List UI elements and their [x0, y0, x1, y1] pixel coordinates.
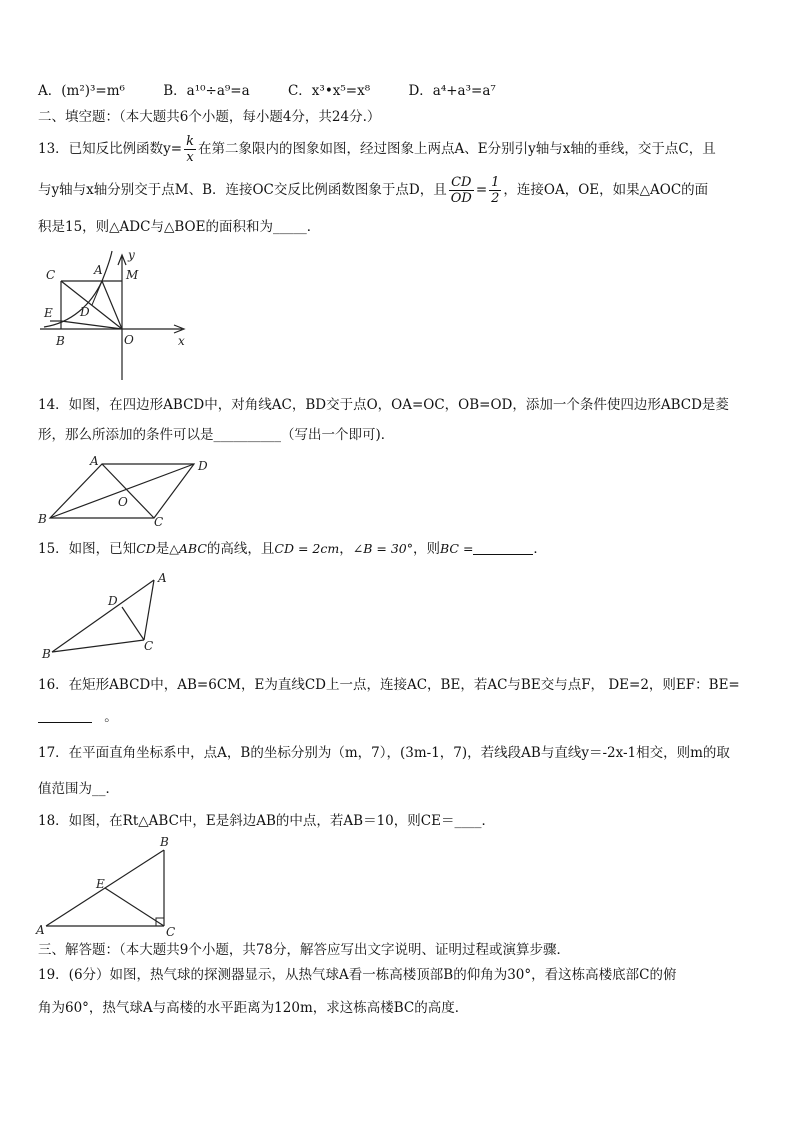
q13-label-e: E — [44, 306, 53, 320]
fraction-denominator: x — [186, 150, 194, 165]
q13-label-o: O — [124, 333, 134, 347]
q13-text: 13．已知反比例函数y= — [38, 141, 183, 157]
q14-label-o: O — [118, 495, 128, 509]
q15-text: ， — [339, 541, 353, 557]
q13-line-3: 积是15，则△ADC与△BOE的面积和为_____． — [38, 219, 321, 235]
q13-ratio-fraction — [449, 175, 474, 206]
q13-line-1 — [38, 132, 716, 166]
q17-line-1: 17．在平面直角坐标系中，点A，B的坐标分别为（m，7），(3m-1，7)，若线段AB与直线y＝-2x-1相交，则m的取 — [38, 745, 730, 761]
q12-option-a: A．(m²)³=m⁶ — [38, 83, 125, 99]
q15-label-c: C — [144, 639, 154, 653]
q18-label-a: A — [36, 923, 45, 937]
q13-label-d: D — [80, 305, 90, 319]
q13-label-y: y — [128, 248, 135, 262]
q15-text: 的高线，且 — [206, 541, 275, 557]
q12-option-b: B．a¹⁰÷a⁹=a — [163, 83, 250, 99]
q12-option-d: D．a⁴+a³=a⁷ — [408, 83, 496, 99]
q14-label-b: B — [38, 512, 47, 526]
q13-line-2 — [38, 172, 708, 208]
q15-condition-angle: ∠B = 30° — [352, 541, 413, 556]
q14-line-2: 形，那么所添加的条件可以是__________（写出一个即可)． — [38, 427, 395, 443]
q14-line-1: 14．如图，在四边形ABCD中，对角线AC，BD交于点O，OA=OC，OB=OD，添加一个条件使四边形ABCD是菱 — [38, 397, 729, 413]
equals-sign: = — [475, 182, 488, 198]
q14-label-d: D — [198, 459, 208, 473]
fraction-numerator: 1 — [491, 175, 500, 190]
fraction-numerator: CD — [449, 175, 474, 191]
q13-half-fraction — [489, 175, 501, 206]
fraction-numerator: k — [186, 134, 195, 149]
q14-label-a: A — [90, 454, 99, 468]
q18-label-b: B — [160, 835, 169, 849]
q19-line-1: 19．(6分）如图，热气球的探测器显示，从热气球A看一栋高楼顶部B的仰角为30°，看这栋高楼底部C的俯 — [38, 967, 677, 983]
q18-label-e: E — [96, 877, 105, 891]
q13-label-a: A — [94, 263, 103, 277]
q15-label-b: B — [42, 647, 51, 661]
q16-answer-blank — [38, 708, 92, 723]
q13-label-c: C — [46, 268, 56, 282]
q15-line — [38, 540, 547, 558]
q13-text: ，连接OA，OE，如果△AOC的面 — [503, 182, 709, 198]
q15-text: 是 — [155, 541, 170, 557]
q15-bc: BC = — [439, 541, 474, 556]
fraction-denominator: 2 — [491, 191, 500, 206]
q13-text: 与y轴与x轴分别交于点M、B．连接OC交反比例函数图象于点D，且 — [38, 182, 447, 198]
q14-label-c: C — [154, 515, 164, 529]
q15-cd: CD — [136, 541, 156, 556]
q15-text: 15．如图，已知 — [38, 541, 137, 557]
q15-label-a: A — [158, 571, 167, 585]
q14-figure — [36, 452, 226, 530]
section-2-header: 二、填空题：（本大题共6个小题，每小题4分，共24分.） — [38, 109, 381, 125]
q16-end: 。 — [104, 709, 118, 725]
q18-figure — [36, 835, 186, 939]
q13-figure — [36, 245, 196, 385]
q13-text: 在第二象限内的图象如图，经过图象上两点A、E分别引y轴与x轴的垂线，交于点C，且 — [198, 141, 716, 157]
q18-label-c: C — [166, 925, 176, 939]
q13-label-x: x — [178, 334, 185, 348]
fraction-denominator: OD — [450, 191, 472, 206]
q15-condition-cd: CD = 2cm — [274, 541, 340, 556]
q15-triangle: △ABC — [169, 541, 207, 556]
section-3-header: 三、解答题：（本大题共9个小题，共78分，解答应写出文字说明、证明过程或演算步骤． — [38, 942, 571, 958]
q15-text: ，则 — [412, 541, 440, 557]
q13-label-b: B — [56, 334, 65, 348]
q12-option-c: C．x³•x⁵=x⁸ — [287, 83, 371, 99]
q15-label-d: D — [108, 594, 118, 608]
q16-line-2 — [38, 708, 118, 726]
q12-options — [38, 82, 530, 100]
q16-line-1: 16．在矩形ABCD中，AB=6CM，E为直线CD上一点，连接AC，BE，若AC与BE交与点F， DE=2，则EF：BE= — [38, 677, 740, 693]
q15-figure — [36, 570, 176, 662]
q13-function-fraction — [184, 134, 196, 165]
q19-line-2: 角为60°，热气球A与高楼的水平距离为120m，求这栋高楼BC的高度． — [38, 1000, 469, 1016]
q18-line: 18．如图，在Rt△ABC中，E是斜边AB的中点，若AB＝10，则CE＝____． — [38, 813, 495, 829]
q15-text: ． — [533, 541, 547, 557]
q13-label-m: M — [126, 268, 139, 282]
q15-answer-blank — [473, 540, 533, 555]
q17-line-2: 值范围为__． — [38, 781, 119, 797]
